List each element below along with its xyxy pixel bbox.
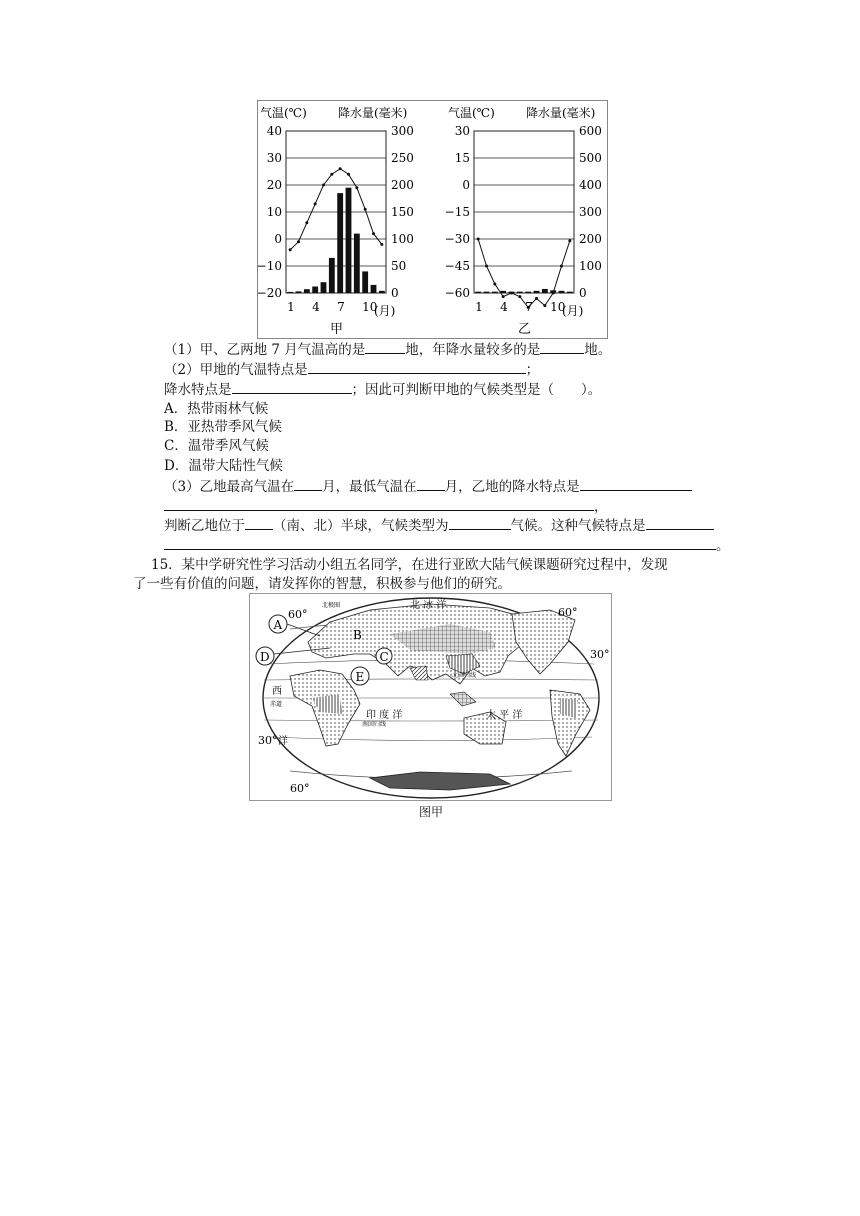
temp-point [535,297,538,300]
precip-axis-label: 降水量(毫米) [338,106,408,120]
precip-bar [296,291,302,293]
x-tick-label: 1 [287,300,295,314]
answer-blank[interactable] [232,380,352,394]
precip-bar [542,289,548,293]
x-unit-label: (月) [374,304,396,318]
x-tick-label: 10 [362,300,378,314]
question-15-line1: 15．某中学研究性学习活动小组五名同学，在进行亚欧大陆气候课题研究过程中，发现 [151,557,668,573]
question-1 [164,340,611,359]
temp-point [493,283,496,286]
lat-60n-left: 60° [288,608,308,621]
temp-tick-label: 15 [454,151,470,165]
tropic-capricorn-label: 南回归线 [362,721,387,728]
precip-tick-label: 600 [579,124,602,138]
precip-tick-label: 300 [391,124,414,138]
x-unit-label: (月) [562,304,584,318]
label-b: B [353,628,362,642]
q2-text-c: 降水特点是 [164,382,232,398]
precip-bar [567,292,573,293]
q2-text-a: （2）甲地的气温特点是 [164,362,308,378]
temp-point [510,292,513,295]
precip-bar [346,188,352,293]
temp-point [297,240,300,243]
temp-tick-label: 20 [266,178,282,192]
label-c: C [379,650,389,664]
precip-tick-label: 50 [391,259,407,273]
temp-point [305,221,308,224]
precip-tick-label: 0 [579,286,587,300]
temp-tick-label: 0 [274,232,282,246]
temp-tick-label: 40 [266,124,282,138]
temp-point [322,184,325,187]
precip-bar [534,291,540,293]
x-tick-label: 1 [475,300,483,314]
temp-point [289,248,292,251]
chart-name-label: 乙 [518,322,532,337]
temp-tick-label: −10 [258,259,282,273]
x-tick-label: 7 [337,300,345,314]
indian-ocean-label: 印 度 洋 [366,710,403,721]
temp-point [364,208,367,211]
temp-point [380,243,383,246]
label-d: D [260,650,270,664]
answer-blank[interactable] [164,536,716,550]
answer-blank[interactable] [365,340,405,354]
pacific-ocean-label: 太 平 洋 [486,710,523,721]
climate-charts-figure [257,100,608,339]
chart-yi [445,105,602,337]
q2-text-d: ；因此可判断甲地的气候类型是（ ）。 [351,382,602,398]
label-e: E [355,670,365,684]
question-3 [164,477,692,496]
answer-blank[interactable] [646,516,714,530]
temp-tick-label: −30 [444,232,470,246]
question-15-line2: 了一些有价值的问题，请发挥你的智慧，积极参与他们的研究。 [133,576,511,592]
precip-bar [362,271,368,293]
temp-point [477,238,480,241]
arctic-ocean-label: 北 冰 洋 [410,600,447,611]
precip-bar [354,234,360,293]
q3-text-f: （南、北）半球，气候类型为 [273,518,449,534]
climate-charts-svg [258,101,607,338]
temp-tick-label: −20 [258,286,282,300]
precip-bar [484,292,490,293]
temp-tick-label: 10 [266,205,282,219]
q3-text-a: （3）乙地最高气温在 [164,479,295,495]
lat-60s-left: 60° [290,782,310,795]
precip-bar [287,292,293,293]
temp-axis-label: 气温(℃) [260,106,307,120]
precip-bar [312,287,318,293]
question-2-cont [164,380,601,399]
precip-bar [525,292,531,293]
temp-point [502,295,505,298]
x-tick-label: 4 [500,300,508,314]
lat-30n-right: 30° [590,648,610,661]
precip-tick-label: 250 [391,151,414,165]
atlantic-label-2: 洋 [278,736,288,747]
precip-tick-label: 150 [391,205,414,219]
option-c[interactable]: C．温带季风气候 [164,438,269,454]
q1-text-a: （1）甲、乙两地 7 月气温高的是 [164,342,366,358]
temp-axis-label: 气温(℃) [448,106,495,120]
precip-bar [329,258,335,293]
precip-bar [379,291,385,293]
world-climate-map [249,593,612,801]
temp-point [372,232,375,235]
question-3-cont2 [164,516,714,535]
option-d[interactable]: D．温带大陆性气候 [164,458,283,474]
precip-tick-label: 100 [391,232,414,246]
precip-bar [517,292,523,293]
temp-point [568,239,571,242]
temp-point [330,173,333,176]
temp-line [478,239,570,307]
answer-blank[interactable] [294,477,322,491]
precip-bar [321,282,327,293]
question-2 [164,360,539,379]
precip-tick-label: 200 [391,178,414,192]
q2-text-b: ； [525,362,540,378]
q3-text-b: 月，最低气温在 [322,479,417,495]
temp-point [347,173,350,176]
temp-point [355,186,358,189]
temp-tick-label: 0 [462,178,470,192]
equator-label: 赤道 [270,701,283,708]
precip-tick-label: 100 [579,259,602,273]
chart-name-label: 甲 [330,322,344,337]
precip-tick-label: 500 [579,151,602,165]
temp-tick-label: −45 [444,259,470,273]
label-a: A [273,618,283,632]
x-tick-label: 10 [550,300,566,314]
precip-tick-label: 400 [579,178,602,192]
answer-blank[interactable] [449,516,511,530]
answer-blank[interactable] [164,497,594,511]
x-tick-label: 7 [525,300,533,314]
precip-tick-label: 200 [579,232,602,246]
temp-point [543,304,546,307]
temp-point [485,265,488,268]
precip-bar [337,193,343,293]
temp-point [339,167,342,170]
world-map-svg [250,594,611,800]
question-3-cont [164,497,608,516]
temp-point [560,265,563,268]
precip-tick-label: 300 [579,205,602,219]
temp-point [552,292,555,295]
precip-bar [371,285,377,293]
answer-blank[interactable] [580,477,692,491]
answer-blank[interactable] [417,477,445,491]
answer-blank[interactable] [540,340,584,354]
question-3-cont3 [164,536,730,555]
precip-bar [304,289,310,293]
q3-text-d: ， [594,499,608,515]
q3-text-c: 月，乙地的降水特点是 [444,479,580,495]
x-tick-label: 4 [312,300,320,314]
precip-bar [559,291,565,293]
temp-tick-label: 30 [266,151,282,165]
precip-tick-label: 0 [391,286,399,300]
chart-jia [258,105,414,337]
map-caption: 图甲 [419,805,444,819]
temp-line [290,169,382,250]
precip-axis-label: 降水量(毫米) [526,106,596,120]
lat-60n-right: 60° [558,606,578,619]
atlantic-label-1: 西 [272,686,282,697]
option-a[interactable]: A．热带雨林气候 [164,401,269,417]
temp-tick-label: 30 [454,124,470,138]
precip-bar [492,292,498,293]
answer-blank[interactable] [245,516,273,530]
q3-text-h: 。 [716,538,730,554]
lat-30s-left: 30° [258,734,278,747]
q1-text-b: 地，年降水量较多的是 [405,342,541,358]
q3-text-e: 判断乙地位于 [164,518,245,534]
precip-bar [475,292,481,293]
answer-blank[interactable] [308,360,526,374]
option-b[interactable]: B．亚热带季风气候 [164,419,282,435]
arctic-circle-label: 北极圈 [322,602,341,609]
q1-text-c: 地。 [584,342,612,358]
temp-tick-label: −15 [444,205,470,219]
temp-point [518,295,521,298]
temp-point [314,202,317,205]
q3-text-g: 气候。这种气候特点是 [510,518,646,534]
tropic-cancer-label: 北回归线 [452,672,477,679]
temp-tick-label: −60 [444,286,470,300]
